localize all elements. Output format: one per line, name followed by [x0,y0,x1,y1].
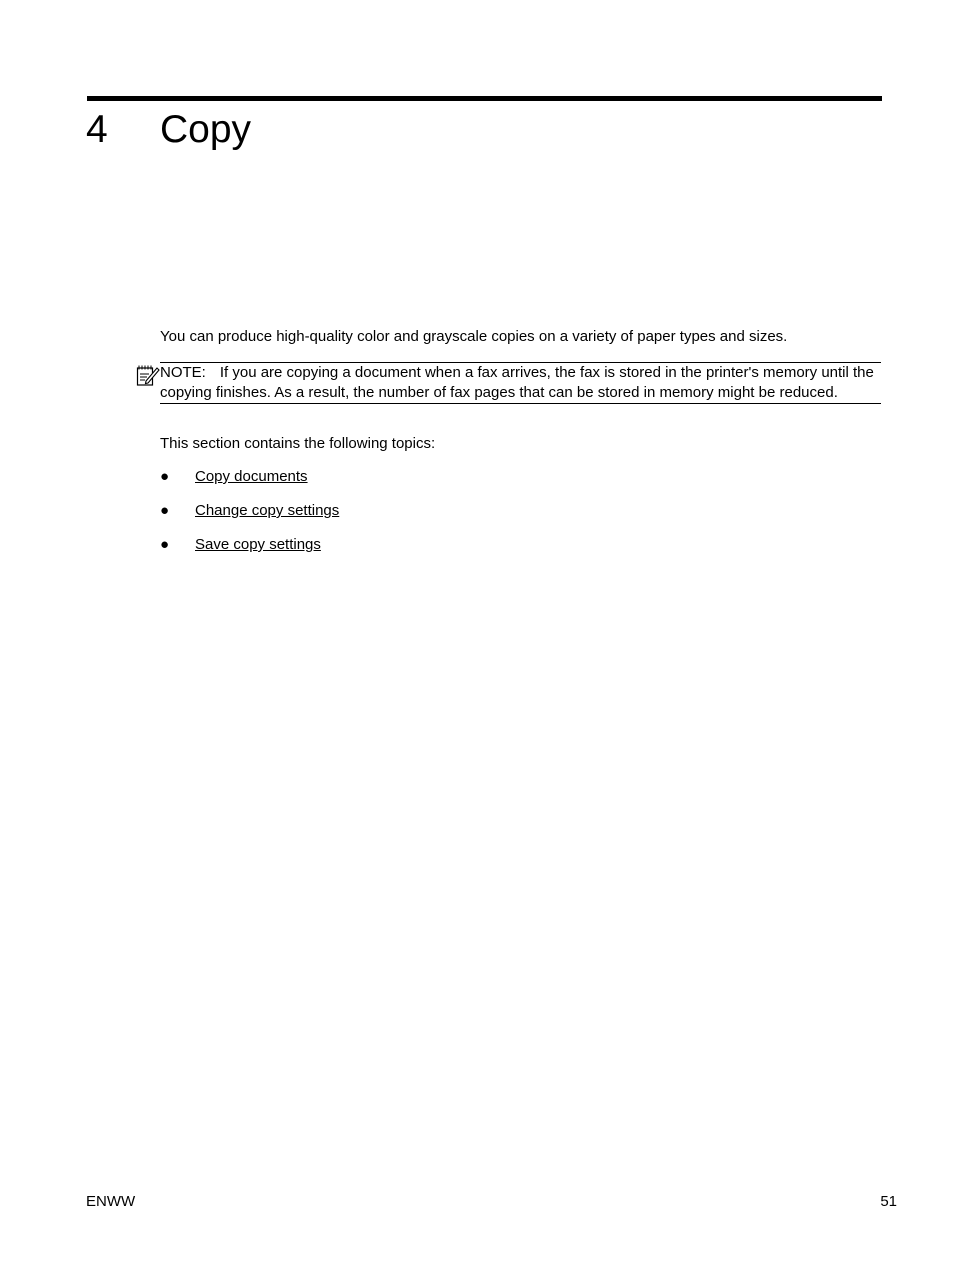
link-copy-documents[interactable]: Copy documents [195,468,308,485]
section-intro: This section contains the following topics: [160,435,436,452]
page-number: 51 [880,1193,897,1210]
chapter-rule [87,96,882,101]
chapter-title: Copy [160,108,252,151]
bullet: ● [160,502,170,519]
link-change-copy-settings[interactable]: Change copy settings [195,502,340,519]
note-label: NOTE: [160,364,206,381]
bullet: ● [160,536,170,553]
link-save-copy-settings[interactable]: Save copy settings [195,536,321,553]
chapter-number: 4 [86,108,108,151]
note-box [160,362,881,404]
footer-label: ENWW [86,1193,136,1210]
note-icon [136,363,160,387]
note-text: If you are copying a document when a fax arrives, the fax is stored in the printer's memory until the copying finishes. As a result, the number of fax pages that can be stored in memory might be reduced. [160,364,874,401]
intro-paragraph: You can produce high-quality color and grayscale copies on a variety of paper types and sizes. [160,328,788,345]
bullet: ● [160,468,170,485]
